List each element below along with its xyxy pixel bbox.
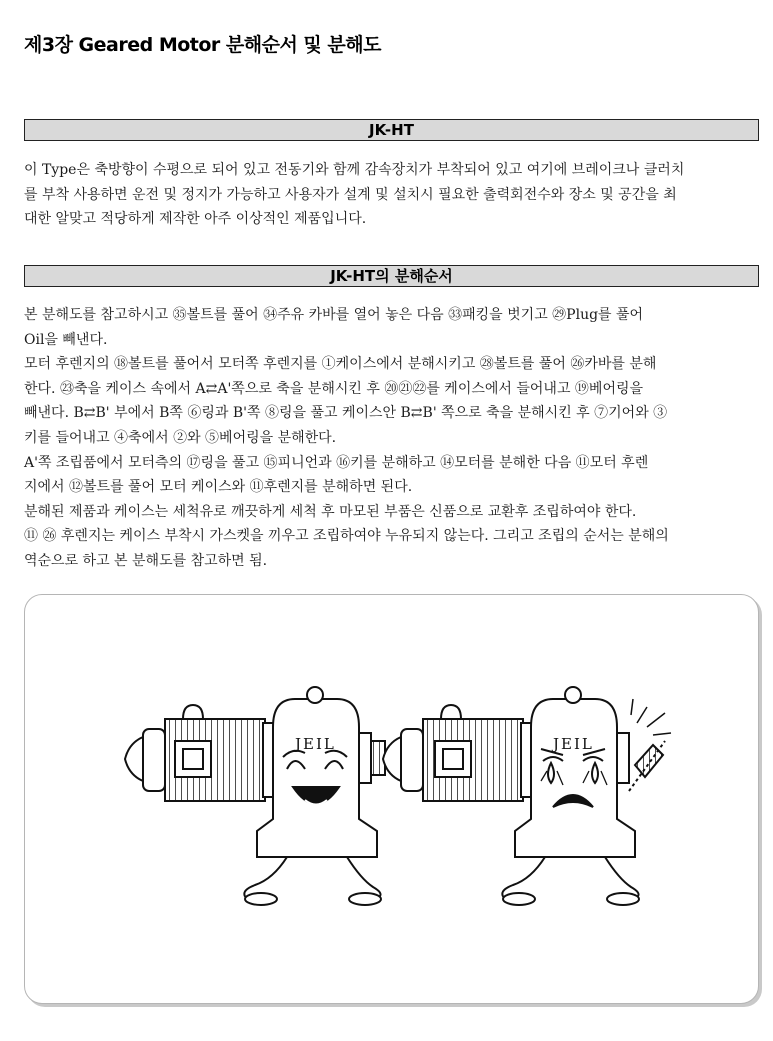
section-heading-jk-ht: JK-HT xyxy=(24,119,759,141)
intro-paragraph xyxy=(24,158,759,232)
geared-motor-cartoon xyxy=(25,595,760,1005)
steps-line: 역순으로 하고 본 분해도를 참고하면 됨. xyxy=(24,552,268,569)
steps-line: 지에서 ⑫볼트를 풀어 모터 케이스와 ⑪후렌지를 분해하면 된다. xyxy=(24,479,413,496)
steps-line: 본 분해도를 참고하시고 ㉟볼트를 풀어 ㉞주유 카바를 열어 놓은 다음 ㉝패킹을 벗기고 ㉙Plug를 풀어 xyxy=(24,307,644,323)
steps-line: 키를 들어내고 ④축에서 ②와 ⑤베어링을 분해한다. xyxy=(24,429,337,446)
intro-line: 를 부착 사용하면 운전 및 정지가 가능하고 사용자가 설계 및 설치시 필요한 출력회전수와 장소 및 공간을 최 xyxy=(24,186,677,203)
steps-line: A'쪽 조립품에서 모터측의 ⑰링을 풀고 ⑮피니언과 ⑯키를 분해하고 ⑭모터를 분해한 다음 ⑪모터 후렌 xyxy=(24,454,649,471)
right-motor-brand: JEIL xyxy=(553,735,594,753)
steps-line: 빼낸다. B⇄B' 부에서 B쪽 ⑥링과 B'쪽 ⑧링을 풀고 케이스안 B⇄B' 쪽으로 축을 분해시킨 후 ⑦기어와 ③ xyxy=(24,405,668,422)
intro-line: 이 Type은 축방향이 수평으로 되어 있고 전동기와 함께 감속장치가 부착되어 있고 여기에 브레이크나 클러치 xyxy=(24,162,685,178)
steps-line: 한다. ㉓축을 케이스 속에서 A⇄A'쪽으로 축을 분해시킨 후 ⑳㉑㉒를 케이스에서 들어내고 ⑲베어링을 xyxy=(24,380,644,397)
steps-line: ⑪ ㉖ 후렌지는 케이스 부착시 가스켓을 끼우고 조립하여야 누유되지 않는다. 그리고 조립의 순서는 분해의 xyxy=(24,528,669,545)
chapter-title: 제3장 Geared Motor 분해순서 및 분해도 xyxy=(24,34,381,56)
steps-line: Oil을 빼낸다. xyxy=(24,331,108,348)
illustration-panel xyxy=(24,594,759,1004)
left-motor-brand: JEIL xyxy=(295,735,336,753)
steps-line: 모터 후렌지의 ⑱볼트를 풀어서 모터쪽 후렌지를 ①케이스에서 분해시키고 ㉘볼트를 풀어 ㉖카바를 분해 xyxy=(24,356,657,373)
intro-line: 대한 알맞고 적당하게 제작한 아주 이상적인 제품입니다. xyxy=(24,211,367,228)
crying-geared-motor xyxy=(383,687,671,905)
steps-line: 분해된 제품과 케이스는 세척유로 깨끗하게 세척 후 마모된 부품은 신품으로 교환후 조립하여야 한다. xyxy=(24,503,637,520)
disassembly-steps-paragraph xyxy=(24,303,759,574)
happy-geared-motor xyxy=(125,687,385,905)
section-heading-disassembly-order: JK-HT의 분해순서 xyxy=(24,265,759,287)
